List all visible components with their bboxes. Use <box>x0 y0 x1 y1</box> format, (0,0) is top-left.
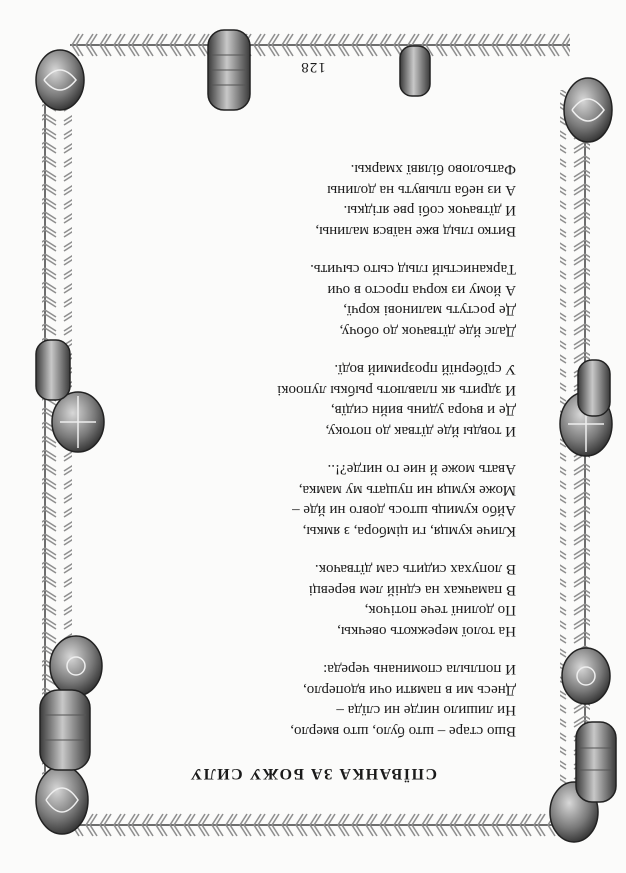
poem-line: Де и вчора удинь вийн сидїв, <box>330 402 516 419</box>
easter-egg-ornament <box>36 766 88 834</box>
poem-line: Де ростуть малинові корчї, <box>343 302 516 319</box>
poem-line: И дїтвачок собі рве ягідкы. <box>343 202 516 219</box>
poem-line: Авать може й ние го нигде?!.. <box>327 461 516 478</box>
poem-line: По долинї тече потічок, <box>364 602 516 619</box>
stanza <box>110 559 516 641</box>
poem-line: На толої мережкоть овечкы, <box>337 623 516 639</box>
page-number: 128 <box>300 59 326 75</box>
clay-jug-ornament <box>578 360 610 416</box>
poem-line: Тарканистый глыд сыто сычить. <box>310 261 516 278</box>
easter-egg-ornament <box>52 392 104 452</box>
easter-egg-ornament <box>36 50 84 110</box>
poem-line: Кличе кумця, ги цімбора, з ямкы, <box>302 523 516 539</box>
easter-egg-ornament <box>562 648 610 704</box>
poem-title: СПЇВАНКА ЗА БОЖУ СИЛУ <box>188 765 438 782</box>
stanza <box>110 459 516 541</box>
poem-line: Вшо старе – што було, што вмерло, <box>290 723 516 739</box>
clay-jug-ornament <box>576 722 616 802</box>
easter-egg-ornament <box>50 636 102 696</box>
poem-line: Далє йде дїтвачок до обочу, <box>339 323 516 339</box>
easter-egg-ornament <box>564 78 612 142</box>
poem-line: Днесь ми в памяти очи вдоперло, <box>302 682 516 698</box>
stanza <box>110 659 516 741</box>
clay-jug-ornament <box>36 340 70 400</box>
poem-line: Витко глыд вже наївся малины, <box>315 223 516 239</box>
top-pine-garland <box>70 30 570 60</box>
poem-line: У срїбернїй прозримий водї. <box>334 361 516 378</box>
stanza <box>110 159 516 241</box>
stanza <box>110 359 516 441</box>
poem-line: Ни лишило нигде ни слїда – <box>336 702 516 719</box>
poem-line: В лопухах сидить сам дїтвачок. <box>314 561 516 578</box>
bottom-pine-garland <box>70 812 570 842</box>
poem-line: Може кумця ни пущать му мамка, <box>298 482 516 498</box>
clay-jug-ornament <box>40 690 90 770</box>
poem-line: И здрить як плавлють рыбкы лупоокі <box>277 382 516 398</box>
rotated-text-block <box>100 60 526 810</box>
poem-line: И товды йде дїтвак до потоку, <box>325 423 516 439</box>
poem-line: Фатьолово білявї хмаркы. <box>350 161 516 178</box>
poem-line: И поплыла споминань череда: <box>323 661 516 678</box>
poem-line: В памачках на єдній лем веревці <box>308 582 516 598</box>
poem-line: А из неба плывуть на долины <box>327 182 516 198</box>
poem-line: А йому из корча просто в очи <box>327 282 516 298</box>
poem-line: Айбо кумиць штось довго ни йде – <box>292 502 516 519</box>
stanza <box>110 259 516 341</box>
poem-body <box>110 141 516 741</box>
